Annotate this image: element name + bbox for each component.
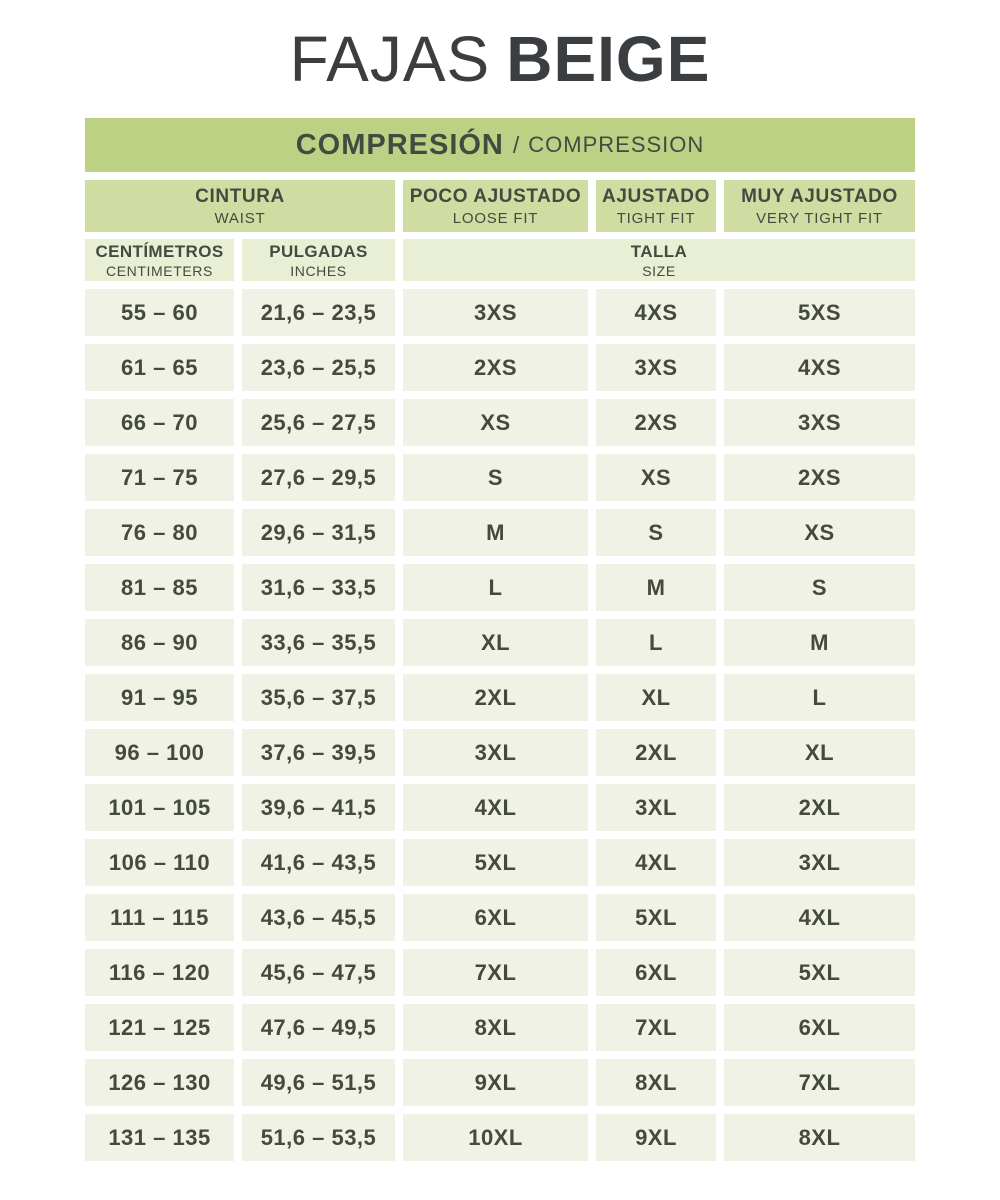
header-inch-en: INCHES bbox=[290, 262, 347, 279]
header-cm-en: CENTIMETERS bbox=[106, 262, 213, 279]
very-tight-fit-size-cell: M bbox=[724, 619, 915, 666]
very-tight-fit-size-cell: XL bbox=[724, 729, 915, 776]
column-group-header-row bbox=[85, 180, 915, 232]
table-row bbox=[85, 674, 915, 721]
header-talla-en: SIZE bbox=[642, 262, 676, 279]
table-row bbox=[85, 729, 915, 776]
very-tight-fit-size-cell: S bbox=[724, 564, 915, 611]
header-ajustado-tight-fit bbox=[596, 180, 716, 232]
tight-fit-size-cell: 7XL bbox=[596, 1004, 716, 1051]
very-tight-fit-size-cell: 3XL bbox=[724, 839, 915, 886]
tight-fit-size-cell: 3XS bbox=[596, 344, 716, 391]
loose-fit-size-cell: L bbox=[403, 564, 588, 611]
title-word-beige: BEIGE bbox=[506, 23, 711, 95]
table-row bbox=[85, 564, 915, 611]
inches-range-cell: 51,6 – 53,5 bbox=[242, 1114, 395, 1161]
cm-range-cell: 71 – 75 bbox=[85, 454, 234, 501]
header-talla-es: TALLA bbox=[630, 241, 688, 261]
header-poco-ajustado-loose-fit bbox=[403, 180, 588, 232]
tight-fit-size-cell: M bbox=[596, 564, 716, 611]
cm-range-cell: 61 – 65 bbox=[85, 344, 234, 391]
cm-range-cell: 106 – 110 bbox=[85, 839, 234, 886]
tight-fit-size-cell: 4XL bbox=[596, 839, 716, 886]
cm-range-cell: 81 – 85 bbox=[85, 564, 234, 611]
header-ajustado-es: AJUSTADO bbox=[602, 185, 710, 207]
table-row bbox=[85, 1004, 915, 1051]
very-tight-fit-size-cell: 8XL bbox=[724, 1114, 915, 1161]
loose-fit-size-cell: 2XL bbox=[403, 674, 588, 721]
very-tight-fit-size-cell: 5XS bbox=[724, 289, 915, 336]
table-row bbox=[85, 894, 915, 941]
loose-fit-size-cell: XS bbox=[403, 399, 588, 446]
cm-range-cell: 86 – 90 bbox=[85, 619, 234, 666]
header-poco-es: POCO AJUSTADO bbox=[409, 185, 582, 207]
tight-fit-size-cell: XS bbox=[596, 454, 716, 501]
table-row bbox=[85, 839, 915, 886]
cm-range-cell: 121 – 125 bbox=[85, 1004, 234, 1051]
tight-fit-size-cell: 9XL bbox=[596, 1114, 716, 1161]
tight-fit-size-cell: XL bbox=[596, 674, 716, 721]
compression-label-separator: / bbox=[512, 131, 520, 158]
table-row bbox=[85, 454, 915, 501]
loose-fit-size-cell: 7XL bbox=[403, 949, 588, 996]
table-row bbox=[85, 399, 915, 446]
compression-header-bar bbox=[85, 118, 915, 172]
inches-range-cell: 41,6 – 43,5 bbox=[242, 839, 395, 886]
loose-fit-size-cell: 4XL bbox=[403, 784, 588, 831]
cm-range-cell: 126 – 130 bbox=[85, 1059, 234, 1106]
loose-fit-size-cell: 9XL bbox=[403, 1059, 588, 1106]
inches-range-cell: 37,6 – 39,5 bbox=[242, 729, 395, 776]
loose-fit-size-cell: XL bbox=[403, 619, 588, 666]
cm-range-cell: 101 – 105 bbox=[85, 784, 234, 831]
loose-fit-size-cell: S bbox=[403, 454, 588, 501]
tight-fit-size-cell: 3XL bbox=[596, 784, 716, 831]
inches-range-cell: 29,6 – 31,5 bbox=[242, 509, 395, 556]
column-subheader-row bbox=[85, 239, 915, 281]
table-row bbox=[85, 1114, 915, 1161]
header-centimetros bbox=[85, 239, 234, 281]
cm-range-cell: 55 – 60 bbox=[85, 289, 234, 336]
very-tight-fit-size-cell: 7XL bbox=[724, 1059, 915, 1106]
header-muy-ajustado-very-tight-fit bbox=[724, 180, 915, 232]
very-tight-fit-size-cell: 4XL bbox=[724, 894, 915, 941]
inches-range-cell: 47,6 – 49,5 bbox=[242, 1004, 395, 1051]
inches-range-cell: 45,6 – 47,5 bbox=[242, 949, 395, 996]
title-word-fajas: FAJAS bbox=[289, 23, 491, 95]
table-row bbox=[85, 1059, 915, 1106]
very-tight-fit-size-cell: 2XL bbox=[724, 784, 915, 831]
page-title bbox=[0, 22, 1000, 96]
header-poco-en: LOOSE FIT bbox=[452, 209, 539, 227]
inches-range-cell: 33,6 – 35,5 bbox=[242, 619, 395, 666]
compression-label-en: COMPRESSION bbox=[528, 132, 705, 157]
inches-range-cell: 31,6 – 33,5 bbox=[242, 564, 395, 611]
very-tight-fit-size-cell: XS bbox=[724, 509, 915, 556]
inches-range-cell: 27,6 – 29,5 bbox=[242, 454, 395, 501]
inches-range-cell: 39,6 – 41,5 bbox=[242, 784, 395, 831]
header-cintura-es: CINTURA bbox=[195, 185, 285, 207]
very-tight-fit-size-cell: 6XL bbox=[724, 1004, 915, 1051]
inches-range-cell: 21,6 – 23,5 bbox=[242, 289, 395, 336]
inches-range-cell: 43,6 – 45,5 bbox=[242, 894, 395, 941]
cm-range-cell: 116 – 120 bbox=[85, 949, 234, 996]
table-row bbox=[85, 949, 915, 996]
cm-range-cell: 76 – 80 bbox=[85, 509, 234, 556]
cm-range-cell: 66 – 70 bbox=[85, 399, 234, 446]
very-tight-fit-size-cell: 3XS bbox=[724, 399, 915, 446]
very-tight-fit-size-cell: L bbox=[724, 674, 915, 721]
loose-fit-size-cell: 3XS bbox=[403, 289, 588, 336]
tight-fit-size-cell: L bbox=[596, 619, 716, 666]
cm-range-cell: 96 – 100 bbox=[85, 729, 234, 776]
size-chart-table bbox=[85, 118, 915, 1161]
loose-fit-size-cell: 6XL bbox=[403, 894, 588, 941]
header-cintura-en: WAIST bbox=[214, 209, 266, 227]
loose-fit-size-cell: 3XL bbox=[403, 729, 588, 776]
inches-range-cell: 35,6 – 37,5 bbox=[242, 674, 395, 721]
tight-fit-size-cell: 8XL bbox=[596, 1059, 716, 1106]
loose-fit-size-cell: 8XL bbox=[403, 1004, 588, 1051]
cm-range-cell: 111 – 115 bbox=[85, 894, 234, 941]
loose-fit-size-cell: 5XL bbox=[403, 839, 588, 886]
tight-fit-size-cell: 2XS bbox=[596, 399, 716, 446]
very-tight-fit-size-cell: 4XS bbox=[724, 344, 915, 391]
tight-fit-size-cell: 4XS bbox=[596, 289, 716, 336]
header-ajustado-en: TIGHT FIT bbox=[616, 209, 696, 227]
loose-fit-size-cell: 2XS bbox=[403, 344, 588, 391]
header-cintura-waist bbox=[85, 180, 395, 232]
inches-range-cell: 49,6 – 51,5 bbox=[242, 1059, 395, 1106]
inches-range-cell: 25,6 – 27,5 bbox=[242, 399, 395, 446]
very-tight-fit-size-cell: 5XL bbox=[724, 949, 915, 996]
table-row bbox=[85, 344, 915, 391]
header-cm-es: CENTÍMETROS bbox=[95, 241, 224, 261]
tight-fit-size-cell: 2XL bbox=[596, 729, 716, 776]
header-inch-es: PULGADAS bbox=[269, 241, 368, 261]
tight-fit-size-cell: 6XL bbox=[596, 949, 716, 996]
compression-label-es: COMPRESIÓN bbox=[295, 128, 504, 161]
cm-range-cell: 91 – 95 bbox=[85, 674, 234, 721]
header-talla-size bbox=[403, 239, 915, 281]
loose-fit-size-cell: 10XL bbox=[403, 1114, 588, 1161]
tight-fit-size-cell: S bbox=[596, 509, 716, 556]
table-row bbox=[85, 784, 915, 831]
table-row bbox=[85, 289, 915, 336]
table-row bbox=[85, 619, 915, 666]
header-muy-es: MUY AJUSTADO bbox=[741, 185, 898, 207]
cm-range-cell: 131 – 135 bbox=[85, 1114, 234, 1161]
loose-fit-size-cell: M bbox=[403, 509, 588, 556]
table-row bbox=[85, 509, 915, 556]
size-table-body bbox=[85, 289, 915, 1161]
header-pulgadas bbox=[242, 239, 395, 281]
very-tight-fit-size-cell: 2XS bbox=[724, 454, 915, 501]
header-muy-en: VERY TIGHT FIT bbox=[756, 209, 883, 227]
tight-fit-size-cell: 5XL bbox=[596, 894, 716, 941]
inches-range-cell: 23,6 – 25,5 bbox=[242, 344, 395, 391]
